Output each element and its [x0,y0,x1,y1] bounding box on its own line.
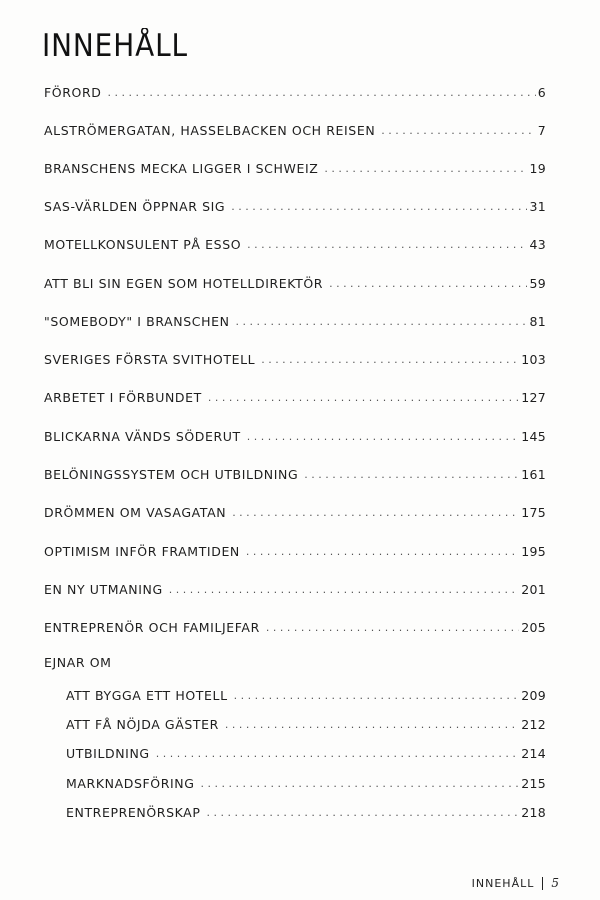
dot-leader [208,391,519,405]
dot-leader [329,277,527,291]
toc-entry-label: ENTREPRENÖRSKAP [66,805,201,820]
dot-leader [304,468,519,482]
toc-entry-page: 218 [521,805,546,820]
dot-leader [232,506,519,520]
toc-entry-label: MOTELLKONSULENT PÅ ESSO [44,237,242,252]
dot-leader [246,545,519,559]
dot-leader [381,124,535,138]
toc-entry [44,385,546,405]
toc-entry-label: BRANSCHENS MECKA LIGGER I SCHWEIZ [44,161,319,176]
toc-entry-page: 145 [521,429,546,444]
page-title: INNEHÅLL [42,28,188,64]
toc-entry-label: EN NY UTMANING [44,582,163,597]
toc-entry-page: 175 [521,505,546,520]
toc-entry [44,194,546,214]
dot-leader [206,806,519,820]
toc-entry-label: FÖRORD [44,85,102,100]
toc-entry-page: 215 [521,776,546,791]
dot-leader [107,86,535,100]
section-heading: EJNAR OM [44,655,112,670]
toc-entry-label: ALSTRÖMERGATAN, HASSELBACKEN OCH REISEN [44,123,376,138]
toc-entry [44,347,546,367]
toc-entry [44,615,546,635]
toc-entry-page: 201 [521,582,546,597]
dot-leader [247,430,519,444]
toc-entry-page: 31 [529,199,546,214]
dot-leader [201,777,520,791]
dot-leader [324,162,527,176]
dot-leader [156,747,520,761]
toc-sub-entry [66,771,546,791]
toc-entry-page: 7 [537,123,546,138]
toc-entry [44,156,546,176]
toc-entry-page: 19 [529,161,546,176]
toc-entry-label: BLICKARNA VÄNDS SÖDERUT [44,429,241,444]
toc-entry-label: MARKNADSFÖRING [66,776,195,791]
page-footer [472,876,560,890]
dot-leader [236,315,528,329]
toc-entry-label: OPTIMISM INFÖR FRAMTIDEN [44,544,240,559]
toc-entry-page: 81 [529,314,546,329]
toc-entry-page: 43 [529,237,546,252]
toc-entry-label: SAS-VÄRLDEN ÖPPNAR SIG [44,199,226,214]
toc-entry-page: 103 [521,352,546,367]
page-number: 5 [551,876,560,890]
dot-leader [234,689,520,703]
dot-leader [169,583,519,597]
toc-entry [44,309,546,329]
toc-entry-label: ATT BYGGA ETT HOTELL [66,688,228,703]
toc-entry-page: 59 [529,276,546,291]
toc-entry [44,271,546,291]
toc-sub-entry [66,712,546,732]
toc-entry-page: 127 [521,390,546,405]
toc-entry-label: DRÖMMEN OM VASAGATAN [44,505,227,520]
footer-label: INNEHÅLL [471,876,535,890]
toc-sub-entry [66,683,546,703]
toc-entry-label: BELÖNINGSSYSTEM OCH UTBILDNING [44,467,299,482]
toc-entry-page: 205 [521,620,546,635]
toc-entry [44,539,546,559]
toc-entry [44,232,546,252]
toc-entry [44,462,546,482]
toc-entry-label: UTBILDNING [66,746,150,761]
toc-entry [44,577,546,597]
toc-entry-page: 212 [521,717,546,732]
toc-entry-page: 195 [521,544,546,559]
toc-entry-label: ATT FÅ NÖJDA GÄSTER [66,717,219,732]
toc-sub-entry [66,800,546,820]
toc-sub-entry [66,741,546,761]
toc-entry [44,118,546,138]
toc-entry-label: SVERIGES FÖRSTA SVITHOTELL [44,352,256,367]
toc-entry [44,424,546,444]
dot-leader [261,353,519,367]
dot-leader [247,238,527,252]
toc-entry-page: 209 [521,688,546,703]
dot-leader [266,621,519,635]
toc-entry-page: 214 [521,746,546,761]
toc-entry-page: 161 [521,467,546,482]
footer-divider [542,877,543,890]
toc-entry [44,500,546,520]
toc-entry-label: ATT BLI SIN EGEN SOM HOTELLDIREKTÖR [44,276,324,291]
toc-entry-label: ARBETET I FÖRBUNDET [44,390,202,405]
toc-entry [44,80,546,100]
toc-entry-label: "SOMEBODY" I BRANSCHEN [44,314,230,329]
toc-entry-label: ENTREPRENÖR OCH FAMILJEFAR [44,620,260,635]
toc-entry-page: 6 [537,85,546,100]
dot-leader [225,718,519,732]
dot-leader [231,200,527,214]
